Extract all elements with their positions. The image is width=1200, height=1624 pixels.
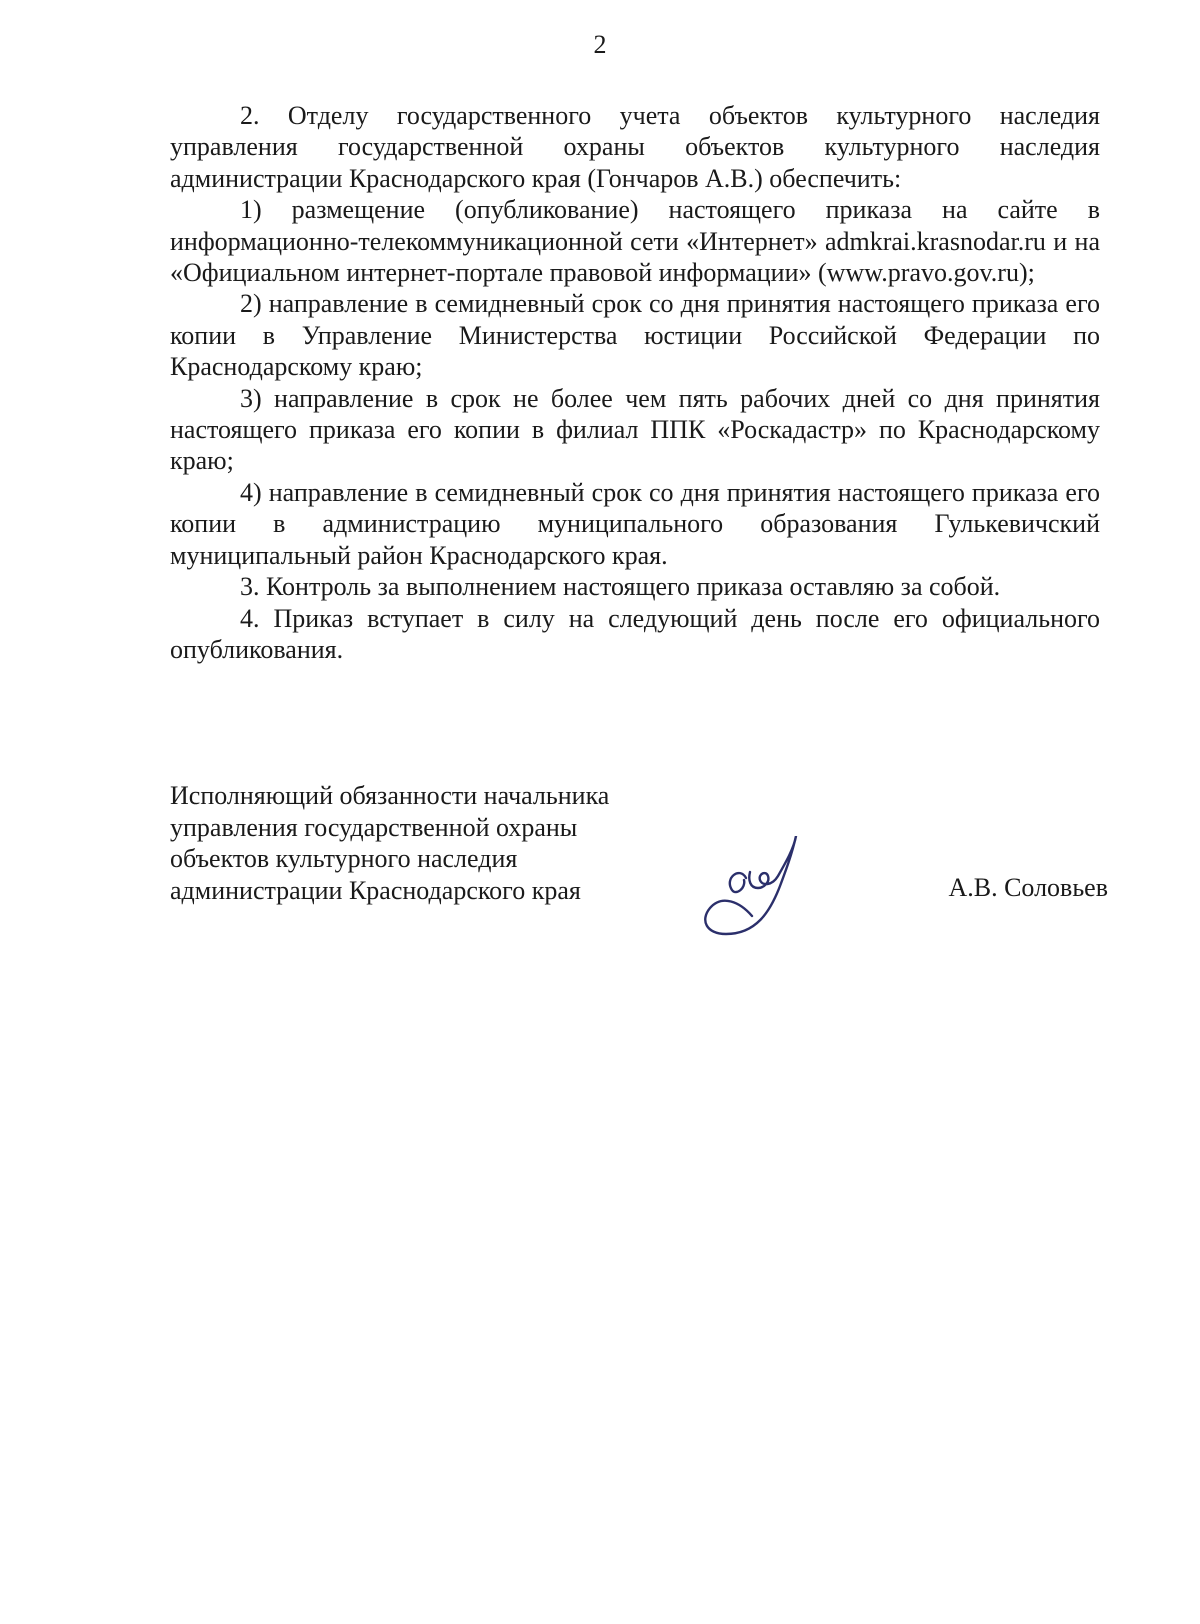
signatory-name: А.В. Соловьев [948, 873, 1108, 902]
signatory-position-line: управления государственной охраны [170, 812, 578, 842]
paragraph-item-3: 3. Контроль за выполнением настоящего приказа оставляю за собой. [240, 572, 1001, 602]
paragraph-subitem-4: 4) направление в семидневный срок со дня принятия настоящего приказа его копии в администрацию муниципального образования Гулькевичский муниципальный район Краснодарского края. [170, 477, 1100, 570]
paragraph-subitem-2: 2) направление в семидневный срок со дня принятия настоящего приказа его копии в Управление Министерства юстиции Российской Федерации по Краснодарскому краю; [170, 289, 1100, 382]
signatory-position-line: Исполняющий обязанности начальника [170, 781, 610, 810]
signatory-position-line: администрации Краснодарского края [170, 875, 581, 905]
paragraph-subitem-1: 1) размещение (опубликование) настоящего приказа на сайте в информационно-телекоммуникационной сети «Интернет» admkrai.krasnodar.ru и на «Официальном интернет-портале правовой информации» (www.pravo.gov.ru); [170, 195, 1100, 288]
paragraph-item-2: 2. Отделу государственного учета объектов культурного наследия управления государственной охраны объектов культурного наследия администрации Краснодарского края (Гончаров А.В.) обеспечить: [170, 101, 1100, 193]
signatory-position-line: объектов культурного наследия [170, 844, 518, 874]
paragraph-item-4: 4. Приказ вступает в силу на следующий день после его официального опубликования. [170, 603, 1100, 664]
paragraph-subitem-3: 3) направление в срок не более чем пять рабочих дней со дня принятия настоящего приказа его копии в филиал ППК «Роскадастр» по Краснодарскому краю; [170, 383, 1100, 476]
page-number: 2 [593, 30, 607, 59]
handwritten-signature [700, 836, 810, 941]
document-body [170, 100, 1100, 665]
signatory-position [170, 780, 609, 906]
